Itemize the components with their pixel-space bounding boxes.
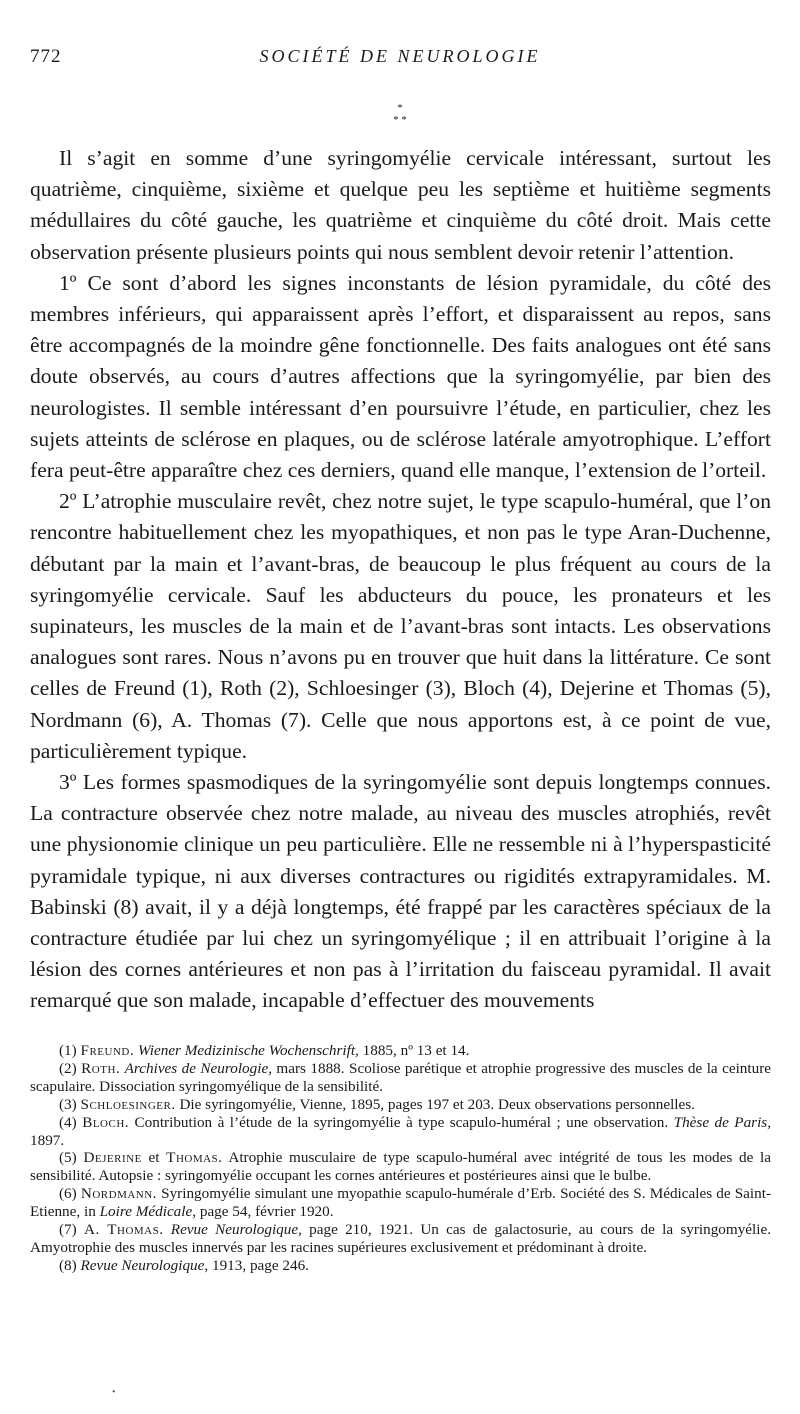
footnote-source: Wiener Medizinische Wochenschrift,: [137, 1042, 359, 1059]
footnote-author: Bloch.: [82, 1113, 130, 1131]
footnote-source: Revue Neurologique,: [80, 1256, 209, 1274]
footnote: [30, 1149, 771, 1185]
footnote-text: Atrophie musculaire de type scapulo-huméral avec intégrité de tous les modes de la sensibilité. Autopsie : syringomyélie occupant les cornes antérieures et postérieures ainsi que le bulbe.: [30, 1149, 772, 1185]
footnote-author: Freund.: [80, 1042, 135, 1059]
paragraph: 1º Ce sont d’abord les signes inconstants de lésion pyramidale, du côté des membres inférieurs, qui apparaissent après l’effort, et disparaissent au repos, sans être accompagnés de la moindre gêne fonctionnelle. Des faits analogues ont été sans doute observés, au cours d’autres affections que la syringomyélie, par bien des neurologistes. Il semble intéressant d’en poursuivre l’étude, en particulier, chez les sujets atteints de sclérose en plaques, ou de sclérose latérale amyotrophique. L’effort fera peut-être apparaître chez ces derniers, quand elle manque, l’extension de l’orteil.: [30, 270, 771, 483]
asterism-bottom: * *: [393, 114, 407, 126]
footnote-source: Loire Médicale,: [99, 1203, 197, 1221]
footnote-author: Nordmann.: [80, 1185, 157, 1203]
paragraph: 3º Les formes spasmodiques de la syringomyélie sont depuis longtemps connues. La contracture observée chez notre malade, au niveau des muscles atrophiés, revêt une physionomie clinique un peu particulière. Elle ne ressemble ni à l’hyperspasticité pyramidale typique, ni aux diverses contractures ou rigidités extrapyramidales. M. Babinski (8) avait, il y a déjà longtemps, été frappé par les caractères spéciaux de la contracture étudiée par lui chez un syringomyélique ; il en attribuait l’origine à la lésion des cornes antérieures et non pas à l’irritation du faisceau pyramidal. Il avait remarqué que son malade, incapable d’effectuer des mouvements: [30, 770, 771, 1013]
footnote-number: (6): [59, 1185, 77, 1203]
footnote-text: Syringomyélie simulant une myopathie scapulo-humérale d’Erb. Société des S. Médicales de Saint-Etienne, in: [30, 1185, 772, 1221]
footnote-text: Contribution à l’étude de la syringomyélie à type scapulo-huméral ; une observation.: [129, 1113, 674, 1131]
paragraph: Il s’agit en somme d’une syringomyélie cervicale intéressant, surtout les quatrième, cinquième, sixième et quelque peu les septième et huitième segments médullaires du côté gauche, les quatrième et cinquième du côté droit. Mais cette observation présente plusieurs points qui nous semblent devoir retenir l’attention.: [30, 146, 771, 264]
page-header: [30, 46, 770, 76]
footnotes: [30, 1042, 771, 1275]
footnote-number: (5): [59, 1149, 77, 1167]
footnote: [30, 1042, 771, 1060]
asterism: [0, 102, 800, 126]
footnote-author: Schloesinger.: [80, 1095, 176, 1113]
footnote-author: A. Thomas.: [83, 1221, 164, 1239]
footnote-number: (2): [59, 1059, 77, 1077]
footnote-source: Archives de Neurologie,: [124, 1059, 272, 1077]
footnote-author: Dejerine: [83, 1149, 142, 1167]
footnote-number: (8): [59, 1256, 77, 1274]
footnote-author: Thomas.: [166, 1149, 223, 1167]
footnote-text: et: [141, 1149, 167, 1167]
footnote: [30, 1185, 771, 1221]
footnote-text: mars 1888. Scoliose parétique et atrophie progressive des muscles de la ceinture scapulaire. Dissociation syringomyélique de la sensibilité.: [30, 1059, 771, 1095]
footnote: [30, 1114, 771, 1150]
footnote-number: (1): [59, 1042, 77, 1059]
paragraph: 2º L’atrophie musculaire revêt, chez notre sujet, le type scapulo-huméral, que l’on rencontre habituellement chez les myopathiques, et non pas le type Aran-Duchenne, débutant par la main et l’avant-bras, de beaucoup le plus fréquent au cours de la syringomyélie cervicale. Sauf les abducteurs du pouce, les pronateurs et les supinateurs, les muscles de la main et de l’avant-bras sont intacts. Les observations analogues sont rares. Nous n’avons pu en trouver que huit dans la littérature. Ce sont celles de Freund (1), Roth (2), Schloesinger (3), Bloch (4), Dejerine et Thomas (5), Nordmann (6), A. Thomas (7). Celle que nous apportons est, à ce point de vue, particulièrement typique.: [30, 489, 771, 763]
footnote: [30, 1257, 771, 1275]
footnote-text: 1913, page 246.: [208, 1256, 309, 1274]
footnote-number: (4): [59, 1113, 77, 1131]
asterism-top: *: [397, 102, 403, 114]
footnote: [30, 1221, 771, 1257]
footnote-source: Thèse de Paris,: [673, 1113, 772, 1131]
footnote-text: Die syringomyélie, Vienne, 1895, pages 197 et 203. Deux observations personnelles.: [175, 1095, 695, 1113]
footnote-text: 1885, nº 13 et 14.: [358, 1042, 470, 1059]
footnote-text: page 210, 1921. Un cas de galactosurie, au cours de la syringomyélie. Amyotrophie des muscles innervés par les racines supérieures exclusivement et prédominant à droite.: [30, 1221, 772, 1256]
footnote-text: 1897.: [30, 1131, 65, 1149]
page-number: 772: [30, 46, 62, 67]
running-title: SOCIÉTÉ DE NEUROLOGIE: [259, 46, 541, 66]
body-text: [30, 143, 771, 1017]
footnote: [30, 1096, 771, 1114]
stray-mark: •: [112, 1387, 116, 1398]
footnote-text: page 54, février 1920.: [196, 1203, 334, 1221]
footnote-author: Roth.: [81, 1059, 121, 1077]
footnote-source: Revue Neurologique,: [170, 1221, 302, 1239]
footnote-number: (3): [59, 1095, 77, 1113]
footnote-number: (7): [59, 1221, 77, 1239]
footnote: [30, 1060, 771, 1096]
